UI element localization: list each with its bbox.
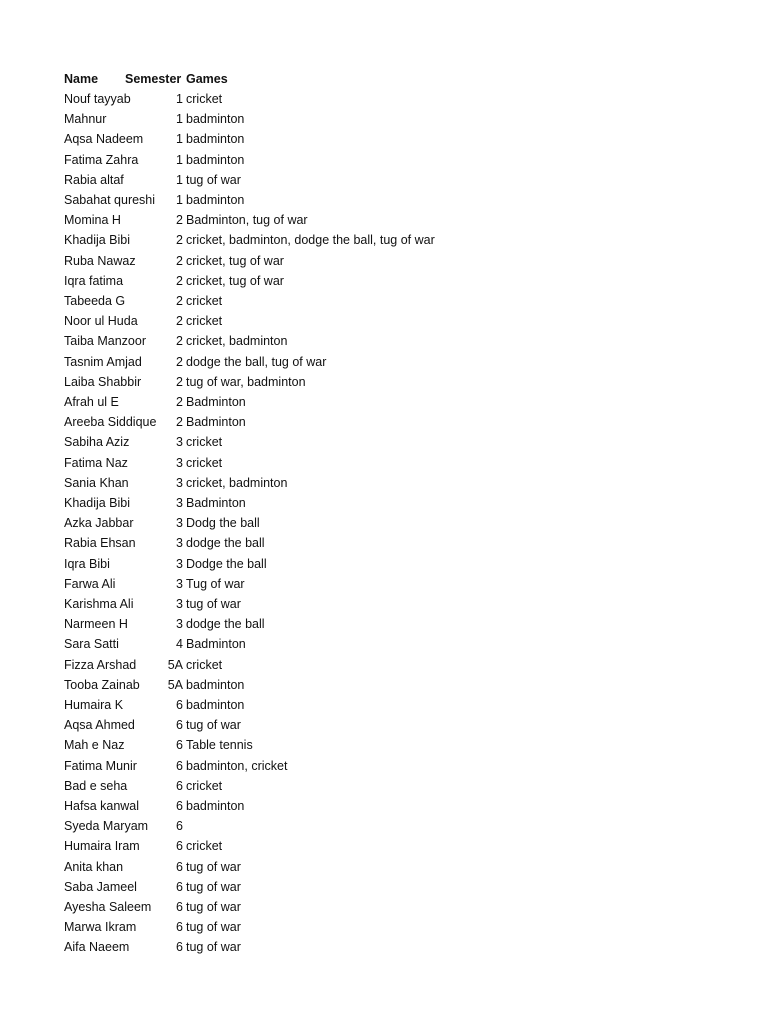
- table-row: [0, 331, 768, 351]
- semester-cell: 3: [176, 536, 183, 551]
- games-cell: cricket, badminton: [186, 475, 288, 490]
- games-cell: Dodge the ball: [186, 556, 267, 571]
- semester-cell: 6: [176, 859, 183, 874]
- semester-cell: 6: [176, 738, 183, 753]
- semester-cell: 6: [176, 819, 183, 834]
- games-cell: badminton: [186, 677, 245, 692]
- name-cell: Mahnur: [64, 112, 107, 127]
- name-cell: Khadija Bibi: [64, 233, 131, 248]
- games-cell: cricket: [186, 839, 223, 854]
- table-row: [0, 715, 768, 735]
- name-cell: Nouf tayyab: [64, 92, 131, 106]
- table-row: [0, 655, 768, 675]
- name-cell: Noor ul Huda: [64, 314, 138, 329]
- table-row: [0, 412, 768, 432]
- semester-cell: 6: [176, 698, 183, 712]
- semester-cell: 2: [176, 314, 183, 329]
- table-row: [0, 937, 768, 957]
- semester-cell: 2: [176, 294, 183, 308]
- games-cell: badminton, cricket: [186, 758, 288, 773]
- games-cell: tug of war: [186, 597, 241, 611]
- name-cell: Farwa Ali: [64, 576, 116, 591]
- table-row: [0, 170, 768, 190]
- table-row: [0, 493, 768, 513]
- semester-cell: 6: [176, 879, 183, 894]
- games-cell: tug of war: [186, 920, 241, 935]
- semester-cell: 1: [176, 193, 183, 207]
- semester-cell: 6: [176, 900, 183, 914]
- semester-cell: 4: [176, 637, 183, 652]
- semester-cell: 3: [176, 576, 183, 591]
- semester-cell: 5A: [167, 677, 183, 692]
- name-cell: Iqra Bibi: [64, 556, 110, 571]
- table-row: [0, 857, 768, 877]
- games-cell: badminton: [186, 193, 245, 207]
- games-cell: Table tennis: [186, 738, 253, 753]
- games-cell: dodge the ball, tug of war: [186, 354, 327, 369]
- semester-cell: 2: [176, 374, 183, 389]
- semester-cell: 6: [176, 758, 183, 773]
- header-games: Games: [186, 72, 228, 86]
- name-cell: Aifa Naeem: [64, 940, 130, 955]
- table-row: [0, 129, 768, 149]
- name-cell: Fizza Arshad: [64, 657, 137, 672]
- name-cell: Bad e seha: [64, 778, 128, 793]
- games-cell: cricket: [186, 314, 223, 329]
- name-cell: Mah e Naz: [64, 738, 125, 753]
- name-cell: Aqsa Ahmed: [64, 718, 135, 733]
- semester-cell: 2: [176, 354, 183, 369]
- table-row: [0, 614, 768, 634]
- table-row: [0, 877, 768, 897]
- games-cell: tug of war: [186, 172, 241, 187]
- table-row: [0, 291, 768, 311]
- semester-cell: 6: [176, 920, 183, 935]
- name-cell: Iqra fatima: [64, 273, 124, 288]
- games-cell: badminton: [186, 152, 245, 167]
- table-row: [0, 816, 768, 836]
- games-cell: Badminton: [186, 496, 246, 510]
- name-cell: Hafsa kanwal: [64, 799, 140, 813]
- table-row: [0, 432, 768, 452]
- name-cell: Marwa Ikram: [64, 920, 137, 935]
- header-name: Name: [64, 72, 99, 86]
- table-row: [0, 372, 768, 392]
- semester-cell: 1: [176, 112, 183, 127]
- name-cell: Fatima Naz: [64, 455, 128, 470]
- name-cell: Rabia Ehsan: [64, 536, 136, 551]
- name-cell: Ruba Nawaz: [64, 253, 136, 268]
- name-cell: Fatima Munir: [64, 758, 137, 773]
- semester-cell: 6: [176, 940, 183, 955]
- table-row: [0, 533, 768, 553]
- table-row: [0, 210, 768, 230]
- semester-cell: 2: [176, 253, 183, 268]
- games-cell: tug of war, badminton: [186, 374, 306, 389]
- name-cell: Karishma Ali: [64, 597, 134, 611]
- semester-cell: 3: [176, 617, 183, 632]
- semester-cell: 3: [176, 455, 183, 470]
- games-cell: Tug of war: [186, 576, 245, 591]
- table-row: [0, 897, 768, 917]
- games-cell: cricket: [186, 435, 223, 450]
- games-cell: Badminton: [186, 637, 246, 652]
- semester-cell: 1: [176, 92, 183, 106]
- name-cell: Fatima Zahra: [64, 152, 139, 167]
- games-cell: Dodg the ball: [186, 516, 260, 531]
- table-row: [0, 392, 768, 412]
- table-row: [0, 836, 768, 856]
- semester-cell: 1: [176, 132, 183, 147]
- table-row: [0, 230, 768, 250]
- table-row: [0, 634, 768, 654]
- name-cell: Humaira Iram: [64, 839, 140, 854]
- semester-cell: 6: [176, 799, 183, 813]
- name-cell: Saba Jameel: [64, 879, 137, 894]
- name-cell: Sara Satti: [64, 637, 119, 652]
- table-row: [0, 695, 768, 715]
- semester-cell: 3: [176, 516, 183, 531]
- name-cell: Ayesha Saleem: [64, 900, 152, 914]
- semester-cell: 1: [176, 172, 183, 187]
- table-row: [0, 796, 768, 816]
- games-cell: Badminton, tug of war: [186, 213, 308, 228]
- semester-cell: 3: [176, 496, 183, 510]
- semester-cell: 2: [176, 273, 183, 288]
- games-cell: cricket, tug of war: [186, 273, 284, 288]
- table-row: [0, 675, 768, 695]
- table-row: [0, 554, 768, 574]
- name-cell: Narmeen H: [64, 617, 128, 632]
- table-row: [0, 352, 768, 372]
- semester-cell: 3: [176, 556, 183, 571]
- semester-cell: 2: [176, 395, 183, 409]
- games-cell: cricket, tug of war: [186, 253, 284, 268]
- games-cell: cricket: [186, 657, 223, 672]
- name-cell: Taiba Manzoor: [64, 334, 146, 349]
- name-cell: Anita khan: [64, 859, 124, 874]
- table-row: [0, 756, 768, 776]
- table-row: [0, 776, 768, 796]
- semester-cell: 6: [176, 778, 183, 793]
- semester-cell: 2: [176, 415, 183, 430]
- name-cell: Humaira K: [64, 698, 124, 712]
- games-cell: tug of war: [186, 900, 241, 914]
- name-cell: Sabiha Aziz: [64, 435, 130, 450]
- semester-cell: 6: [176, 718, 183, 733]
- games-cell: cricket, badminton: [186, 334, 288, 349]
- table-row: [0, 574, 768, 594]
- name-cell: Sabahat qureshi: [64, 193, 156, 207]
- name-cell: Laiba Shabbir: [64, 374, 142, 389]
- name-cell: Azka Jabbar: [64, 516, 134, 531]
- games-cell: cricket: [186, 92, 223, 106]
- games-cell: dodge the ball: [186, 536, 265, 551]
- semester-cell: 3: [176, 435, 183, 450]
- games-cell: Badminton: [186, 395, 246, 409]
- games-cell: tug of war: [186, 859, 241, 874]
- games-cell: cricket: [186, 455, 223, 470]
- games-cell: badminton: [186, 132, 245, 147]
- semester-cell: 1: [176, 152, 183, 167]
- games-cell: tug of war: [186, 718, 241, 733]
- semester-cell: 3: [176, 475, 183, 490]
- table-row: [0, 190, 768, 210]
- name-cell: Momina H: [64, 213, 121, 228]
- games-cell: badminton: [186, 799, 245, 813]
- games-cell: badminton: [186, 698, 245, 712]
- table-row: [0, 513, 768, 533]
- table-row: [0, 251, 768, 271]
- semester-cell: 2: [176, 334, 183, 349]
- header-row: [0, 69, 768, 89]
- table-row: [0, 311, 768, 331]
- name-cell: Syeda Maryam: [64, 819, 149, 834]
- games-cell: cricket, badminton, dodge the ball, tug of war: [186, 233, 435, 248]
- semester-cell: 6: [176, 839, 183, 854]
- name-cell: Sania Khan: [64, 475, 129, 490]
- name-cell: Afrah ul E: [64, 395, 119, 409]
- games-cell: cricket: [186, 778, 223, 793]
- name-cell: Tooba Zainab: [64, 677, 140, 692]
- semester-cell: 2: [176, 233, 183, 248]
- name-cell: Tasnim Amjad: [64, 354, 142, 369]
- table-row: [0, 109, 768, 129]
- games-cell: Badminton: [186, 415, 246, 430]
- semester-cell: 2: [176, 213, 183, 228]
- table-row: [0, 150, 768, 170]
- table-row: [0, 735, 768, 755]
- name-cell: Khadija Bibi: [64, 496, 131, 510]
- table-row: [0, 917, 768, 937]
- table-row: [0, 594, 768, 614]
- name-cell: Tabeeda G: [64, 294, 126, 308]
- header-semester: Semester: [125, 72, 182, 86]
- name-cell: Areeba Siddique: [64, 415, 157, 430]
- table-row: [0, 89, 768, 109]
- games-cell: cricket: [186, 294, 223, 308]
- name-cell: Rabia altaf: [64, 172, 124, 187]
- semester-cell: 3: [176, 597, 183, 611]
- table-row: [0, 473, 768, 493]
- games-cell: tug of war: [186, 940, 241, 955]
- table-row: [0, 271, 768, 291]
- table-row: [0, 453, 768, 473]
- semester-cell: 5A: [167, 657, 183, 672]
- games-cell: dodge the ball: [186, 617, 265, 632]
- games-cell: tug of war: [186, 879, 241, 894]
- name-cell: Aqsa Nadeem: [64, 132, 144, 147]
- games-cell: badminton: [186, 112, 245, 127]
